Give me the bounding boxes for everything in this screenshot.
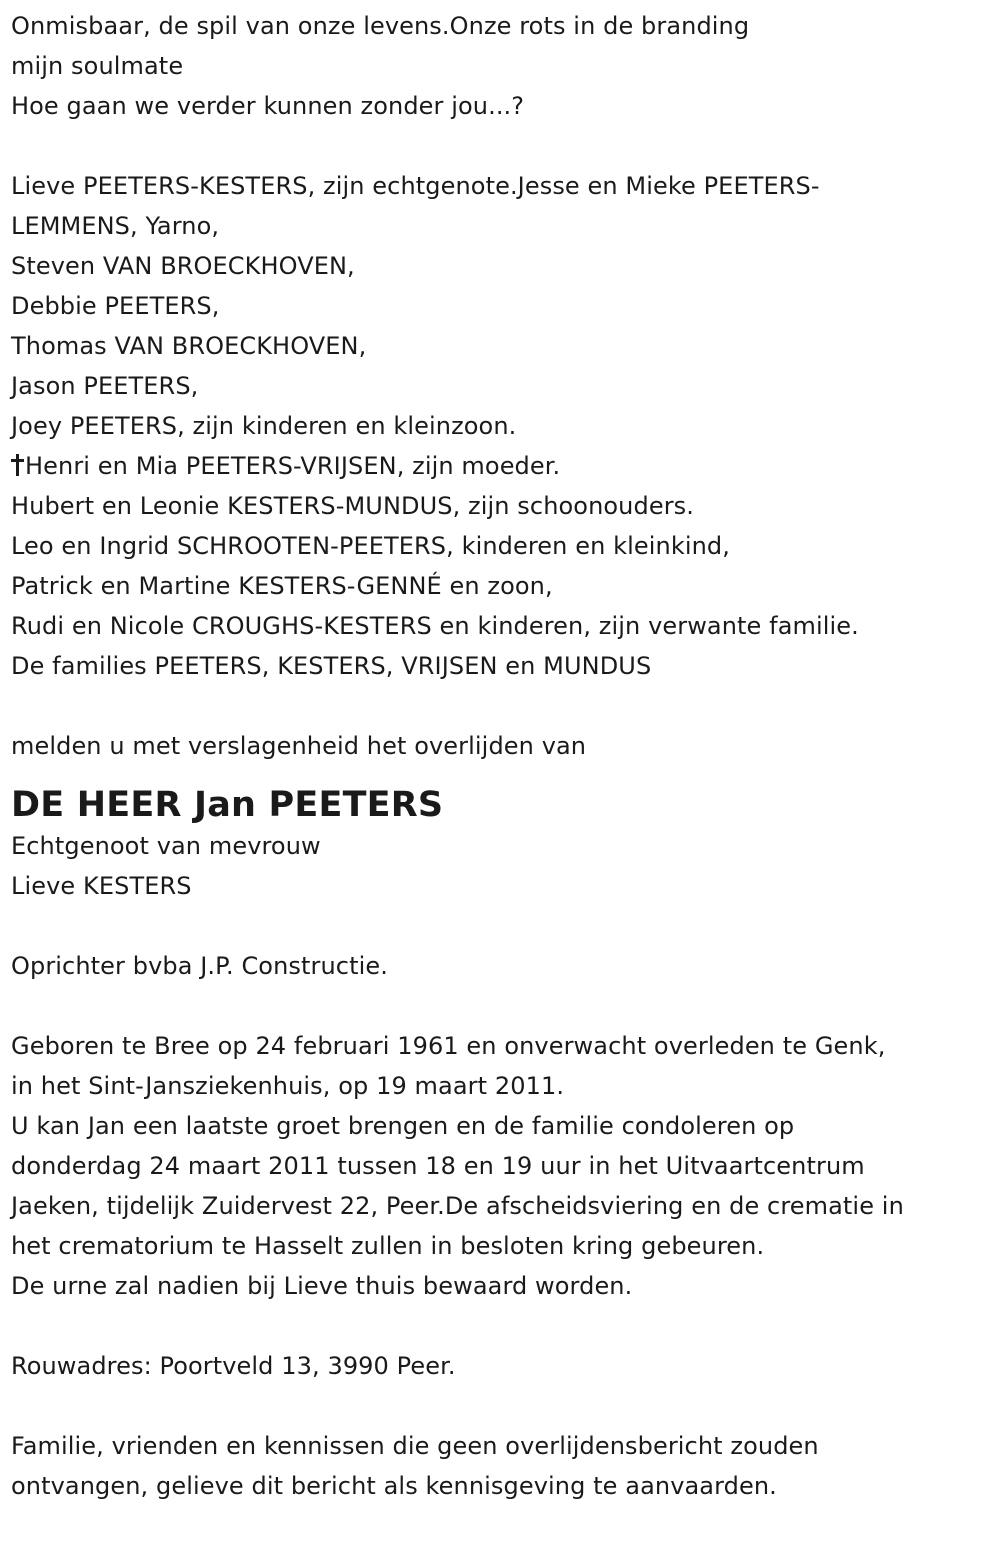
details-section [11, 1026, 1000, 1306]
details-line: Geboren te Bree op 24 februari 1961 en onverwacht overleden te Genk, [11, 1032, 886, 1060]
details-line: het crematorium te Hasselt zullen in besloten kring gebeuren. [11, 1232, 765, 1260]
announcement-text: melden u met verslagenheid het overlijden van [11, 732, 587, 760]
family-line: Hubert en Leonie KESTERS-MUNDUS, zijn schoonouders. [11, 492, 694, 520]
family-line: Patrick en Martine KESTERS-GENNÉ en zoon, [11, 572, 553, 600]
deceased-name: DE HEER Jan PEETERS [11, 785, 444, 825]
family-line: Steven VAN BROECKHOVEN, [11, 252, 355, 280]
spacer [11, 126, 1000, 166]
closing-line-1: Familie, vrienden en kennissen die geen overlijdensbericht zouden [11, 1432, 819, 1460]
details-line: De urne zal nadien bij Lieve thuis bewaard worden. [11, 1272, 633, 1300]
poem-section [11, 6, 1000, 126]
family-line: Debbie PEETERS, [11, 292, 220, 320]
poem-line-3: Hoe gaan we verder kunnen zonder jou...? [11, 92, 525, 120]
spacer [11, 986, 1000, 1026]
cross-icon [11, 454, 25, 476]
founder-text: Oprichter bvba J.P. Constructie. [11, 952, 388, 980]
spacer [11, 1386, 1000, 1426]
details-line: in het Sint-Jansziekenhuis, op 19 maart 2011. [11, 1072, 565, 1100]
family-section [11, 166, 1000, 686]
family-line: Joey PEETERS, zijn kinderen en kleinzoon. [11, 412, 517, 440]
closing-section [11, 1426, 1000, 1506]
closing-line-2: ontvangen, gelieve dit bericht als kennisgeving te aanvaarden. [11, 1472, 777, 1500]
spouse-line-2: Lieve KESTERS [11, 872, 192, 900]
family-line-text: Henri en Mia PEETERS-VRIJSEN, zijn moeder. [25, 452, 561, 480]
family-line: Jason PEETERS, [11, 372, 199, 400]
spacer [11, 1306, 1000, 1346]
family-line: Lieve PEETERS-KESTERS, zijn echtgenote.Jesse en Mieke PEETERS- [11, 172, 820, 200]
details-line: donderdag 24 maart 2011 tussen 18 en 19 uur in het Uitvaartcentrum [11, 1152, 865, 1180]
family-line-deceased-parent [11, 446, 1000, 486]
family-line: Thomas VAN BROECKHOVEN, [11, 332, 367, 360]
spouse-line-1: Echtgenoot van mevrouw [11, 832, 321, 860]
details-line: Jaeken, tijdelijk Zuidervest 22, Peer.De afscheidsviering en de crematie in [11, 1192, 904, 1220]
address-text: Rouwadres: Poortveld 13, 3990 Peer. [11, 1352, 456, 1380]
family-line: Leo en Ingrid SCHROOTEN-PEETERS, kinderen en kleinkind, [11, 532, 730, 560]
spacer [11, 906, 1000, 946]
details-line: U kan Jan een laatste groet brengen en de familie condoleren op [11, 1112, 795, 1140]
family-line: LEMMENS, Yarno, [11, 212, 220, 240]
family-line: Rudi en Nicole CROUGHS-KESTERS en kinderen, zijn verwante familie. [11, 612, 859, 640]
poem-line-2: mijn soulmate [11, 52, 184, 80]
deceased-section [11, 784, 1000, 906]
family-line: De families PEETERS, KESTERS, VRIJSEN en MUNDUS [11, 652, 652, 680]
spacer [11, 686, 1000, 726]
poem-line-1: Onmisbaar, de spil van onze levens.Onze rots in de branding [11, 12, 750, 40]
